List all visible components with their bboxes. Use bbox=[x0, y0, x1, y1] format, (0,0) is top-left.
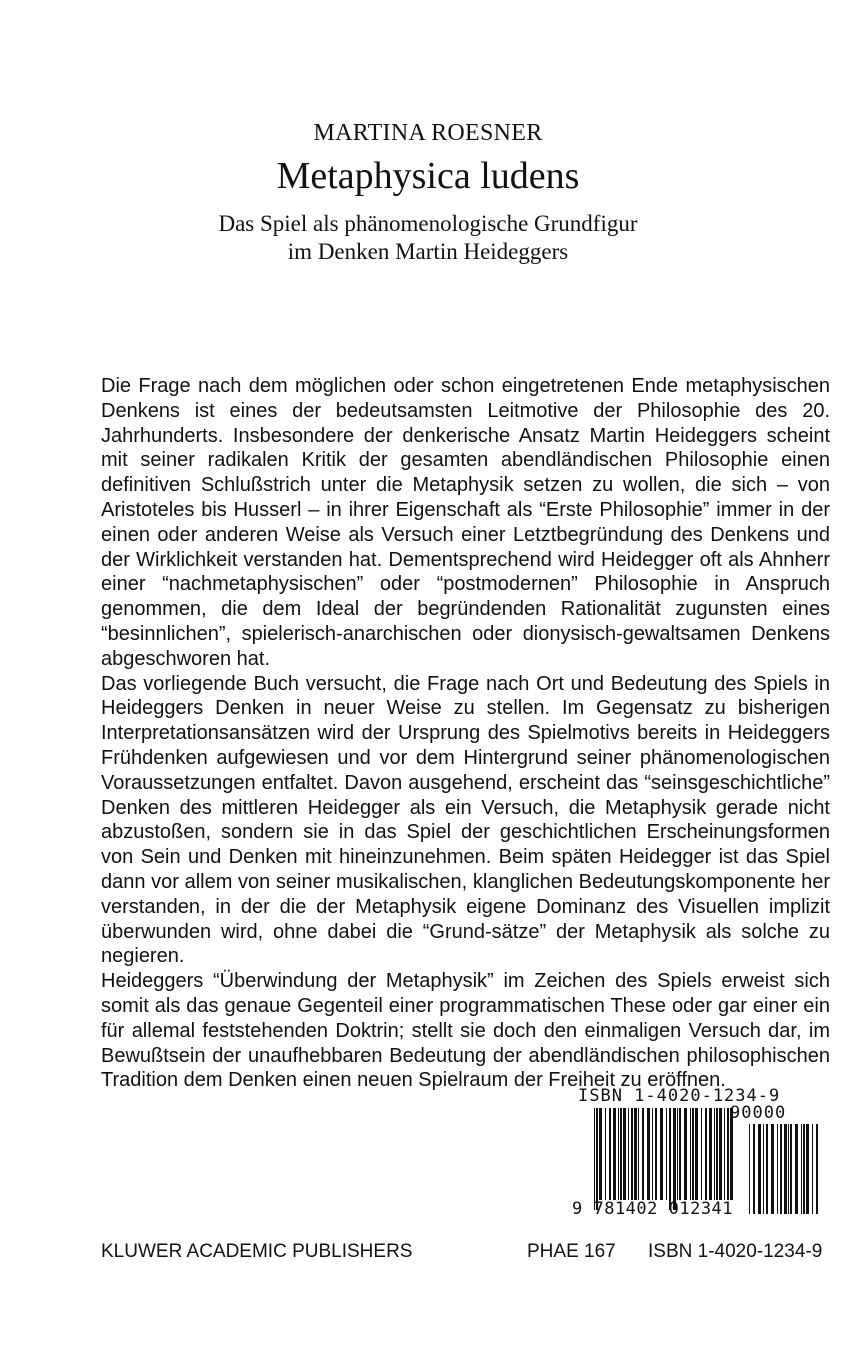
barcode-bar bbox=[753, 1124, 755, 1214]
barcode-bar bbox=[788, 1124, 789, 1214]
barcode-bar bbox=[609, 1108, 611, 1200]
barcode-bar bbox=[642, 1108, 644, 1200]
publisher-name: KLUWER ACADEMIC PUBLISHERS bbox=[101, 1241, 413, 1262]
barcode-bar bbox=[666, 1108, 667, 1200]
barcode-bar bbox=[647, 1108, 650, 1200]
barcode-addon-code: 90000 bbox=[730, 1103, 787, 1123]
barcode-bar bbox=[673, 1108, 676, 1210]
author-name: MARTINA ROESNER bbox=[313, 120, 543, 146]
series-number: PHAE 167 bbox=[527, 1241, 616, 1262]
barcode-bar bbox=[812, 1124, 813, 1214]
barcode-bar bbox=[758, 1124, 761, 1214]
barcode-bar bbox=[677, 1108, 678, 1200]
barcode-bar bbox=[652, 1108, 653, 1200]
barcode-bar bbox=[655, 1108, 657, 1200]
barcode-block bbox=[572, 1086, 822, 1226]
barcode-bar bbox=[724, 1108, 725, 1200]
barcode-bar bbox=[679, 1108, 681, 1200]
subtitle-line-2: im Denken Martin Heideggers bbox=[287, 239, 569, 264]
blurb-paragraph: Heideggers “Überwindung der Metaphysik” im Zeichen des Spiels erweist sich somit als das genaue Gegenteil einer programmatischen These oder gar einer ein für allemal feststehenden Doktrin; stellt sie doch den einmaligen Versuch dar, im Bewußtsein der unaufhebbaren Bedeutung der abendländischen philosophischen Tradition dem Denken einen neuen Spielraum der Freiheit zu eröffnen. bbox=[101, 970, 830, 1092]
barcode-bar bbox=[599, 1108, 602, 1200]
barcode-bar bbox=[684, 1108, 687, 1200]
barcode-bar bbox=[596, 1108, 598, 1210]
book-title: Metaphysica ludens bbox=[276, 155, 580, 197]
barcode-bar bbox=[692, 1108, 694, 1200]
barcode-bar bbox=[634, 1108, 637, 1200]
barcode-bar bbox=[780, 1124, 782, 1214]
barcode-bar bbox=[801, 1124, 802, 1214]
barcode-bar bbox=[660, 1108, 663, 1200]
barcode-bar bbox=[766, 1124, 768, 1214]
footer-isbn: ISBN 1-4020-1234-9 bbox=[648, 1241, 823, 1262]
barcode-bar bbox=[618, 1108, 619, 1200]
barcode-bar bbox=[790, 1124, 792, 1214]
barcode-isbn-label: ISBN 1-4020-1234-9 bbox=[578, 1086, 781, 1106]
barcode-bar bbox=[669, 1108, 671, 1210]
barcode-bar bbox=[690, 1108, 691, 1200]
barcode-bar bbox=[628, 1108, 629, 1200]
barcode-bar bbox=[806, 1124, 809, 1214]
blurb-paragraph: Das vorliegende Buch versucht, die Frage nach Ort und Bedeutung des Spiels in Heideggers Denken in neuer Weise zu stellen. Im Gegensatz zu bisherigen Interpretationsansätzen wird der Ursprung des Spielmotivs bereits in Heideggers Frühdenken aufgewiesen und vor dem Hintergrund seiner phänomenologischen Voraussetzungen entfaltet. Davon ausgehend, erscheint das “seinsgeschichtliche” Denken des mittleren Heidegger als ein Versuch, die Metaphysik gerade nicht abzustoßen, sondern sie in das Spiel der geschichtlichen Erscheinungsformen von Sein und Denken mit hineinzunehmen. Beim späten Heidegger ist das Spiel dann vor allem von seiner musikalischen, klanglichen Bedeutungskomponente her verstanden, in der die der Metaphysik eigene Dominanz des Visuellen implizit überwunden wird, ohne dabei die “Grund-sätze” der Metaphysik als solche zu negieren. bbox=[101, 672, 830, 968]
barcode-bar bbox=[701, 1108, 702, 1200]
barcode-bar bbox=[631, 1108, 633, 1200]
blurb-paragraph: Die Frage nach dem möglichen oder schon eingetretenen Ende metaphysischen Denkens ist eines der bedeutsamsten Leitmotive der Philosophie des 20. Jahrhunderts. Insbesondere der denkerische Ansatz Martin Heideggers scheint mit seiner radikalen Kritik der gesamten abendländischen Philosophie einen definitiven Schlußstrich unter die Metaphysik setzen zu wollen, die sich – von Aristoteles bis Husserl – in ihrer Eigenschaft als “Erste Philosophie” immer in der einen oder anderen Weise als Versuch einer Letztbegründung des Denkens und der Wirklichkeit verstanden hat. Dementsprechend wird Heidegger oft als Ahnherr einer “nachmetaphysischen” oder “postmodernen” Philosophie in Anspruch genommen, die dem Ideal der begründenden Rationalität zugunsten eines “besinnlichen”, spielerisch-anarchischen oder dionysisch-gewaltsamen Denkens abgeschworen hat. bbox=[101, 375, 830, 670]
barcode-bar bbox=[719, 1108, 722, 1200]
barcode-bar bbox=[795, 1124, 798, 1214]
barcode-bar bbox=[620, 1108, 622, 1200]
subtitle-line-1: Das Spiel als phänomenologische Grundfigur bbox=[218, 211, 638, 236]
barcode-bar bbox=[716, 1108, 718, 1200]
barcode-bar bbox=[727, 1108, 729, 1200]
barcode-bar bbox=[605, 1108, 606, 1200]
barcode-bar bbox=[714, 1108, 715, 1200]
barcode-ean-digits: 9 781402 012341 bbox=[572, 1199, 734, 1219]
barcode-bar bbox=[749, 1124, 750, 1214]
barcode-bar bbox=[777, 1124, 778, 1214]
barcode-bar bbox=[771, 1124, 774, 1214]
barcode-bar bbox=[613, 1108, 616, 1200]
blurb bbox=[101, 374, 830, 1093]
barcode-bar bbox=[816, 1124, 818, 1214]
barcode-bar bbox=[623, 1108, 626, 1200]
barcode-bar bbox=[803, 1124, 805, 1214]
barcode-bar bbox=[594, 1108, 595, 1210]
barcode-bar bbox=[695, 1108, 698, 1200]
barcode-bar bbox=[638, 1108, 639, 1200]
barcode-bar bbox=[784, 1124, 787, 1214]
barcode-bar bbox=[709, 1108, 712, 1200]
barcode-bar bbox=[705, 1108, 707, 1200]
barcode-bar bbox=[763, 1124, 764, 1214]
